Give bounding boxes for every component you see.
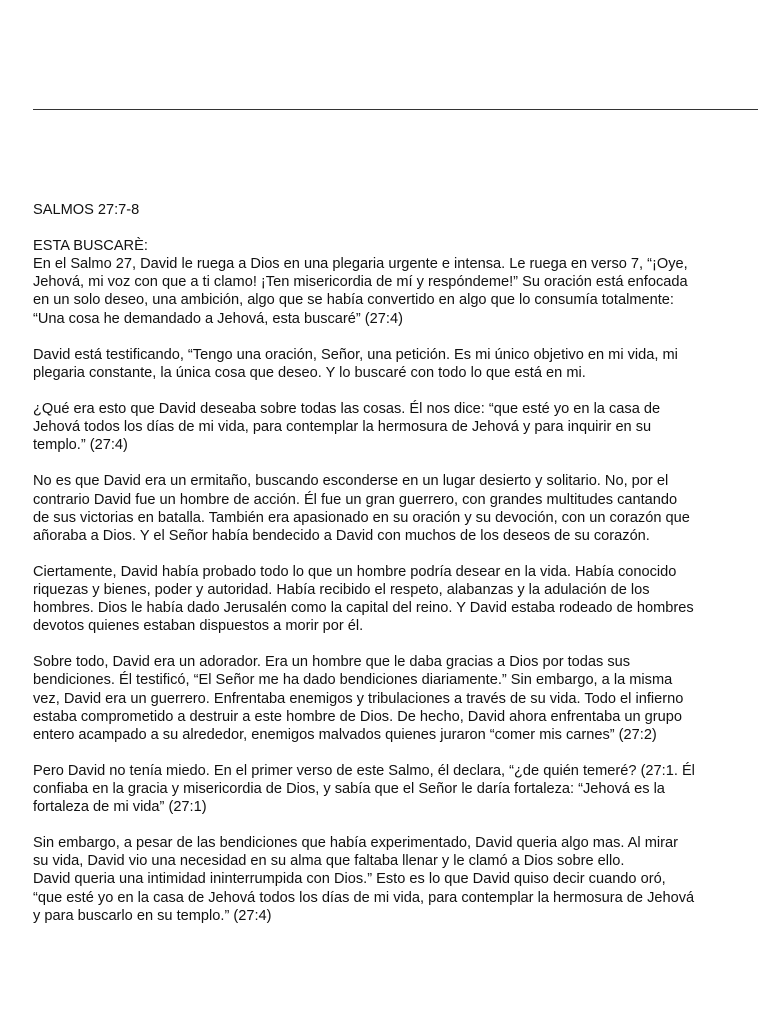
paragraph-line: en un solo deseo, una ambición, algo que se había convertido en algo que lo consumía totalmente: xyxy=(33,292,674,309)
paragraph-line: “Una cosa he demandado a Jehová, esta buscaré” (27:4) xyxy=(33,310,403,327)
paragraph xyxy=(33,834,745,924)
paragraph-line: Ciertamente, David había probado todo lo que un hombre podría desear en la vida. Había conocido xyxy=(33,563,677,580)
paragraph-line: David está testificando, “Tengo una oración, Señor, una petición. Es mi único objetivo en mi vida, mi xyxy=(33,346,678,363)
paragraph xyxy=(33,563,745,635)
paragraph-line: hombres. Dios le había dado Jerusalén como la capital del reino. Y David estaba rodeado de hombres xyxy=(33,600,694,617)
paragraph xyxy=(33,472,745,544)
paragraph-line: contrario David fue un hombre de acción. Él fue un gran guerrero, con grandes multitudes cantando xyxy=(33,491,678,508)
paragraph-line: plegaria constante, la única cosa que deseo. Y lo buscaré con todo lo que está en mi. xyxy=(33,364,586,381)
paragraph-line: devotos quienes estaban dispuestos a morir por él. xyxy=(33,618,364,635)
paragraph-list xyxy=(33,255,745,924)
paragraph xyxy=(33,400,745,454)
paragraph-line: David queria una intimidad ininterrumpida con Dios.” Esto es lo que David quiso decir cuando oró, xyxy=(33,871,666,888)
paragraph xyxy=(33,762,745,816)
paragraph-line: No es que David era un ermitaño, buscando esconderse en un lugar desierto y solitario. No, por el xyxy=(33,473,669,490)
paragraph-line: y para buscarlo en su templo.” (27:4) xyxy=(33,907,272,924)
paragraph-line: vez, David era un guerrero. Enfrentaba enemigos y tribulaciones a través de su vida. Todo el infierno xyxy=(33,690,684,707)
paragraph-line: entero acampado a su alrededor, enemigos malvados quienes juraron “comer mis carnes” (27:2) xyxy=(33,726,657,743)
paragraph-line: de sus victorias en batalla. También era apasionado en su oración y su devoción, con un corazón que xyxy=(33,509,690,526)
paragraph-line: estaba comprometido a destruir a este hombre de Dios. De hecho, David ahora enfrentaba un grupo xyxy=(33,708,682,725)
scripture-reference: SALMOS 27:7-8 xyxy=(33,202,140,218)
paragraph-line: confiaba en la gracia y misericordia de Dios, y sabía que el Señor le daría fortaleza: “Jehová es la xyxy=(33,781,665,797)
horizontal-rule xyxy=(33,109,758,110)
paragraph-line: “que esté yo en la casa de Jehová todos los días de mi vida, para contemplar la hermosura de Jehová xyxy=(33,889,695,906)
paragraph-line: Pero David no tenía miedo. En el primer verso de este Salmo, él declara, “¿de quién temeré? (27:1. Él xyxy=(33,762,695,779)
paragraph-line: bendiciones. Él testificó, “El Señor me ha dado bendiciones diariamente.” Sin embargo, a la misma xyxy=(33,672,673,689)
paragraph-line: ¿Qué era esto que David deseaba sobre todas las cosas. Él nos dice: “que esté yo en la casa de xyxy=(33,401,661,418)
paragraph-line: Sin embargo, a pesar de las bendiciones que había experimentado, David queria algo mas. Al mirar xyxy=(33,835,678,852)
paragraph xyxy=(33,346,745,382)
paragraph-line: Jehová, mi voz con que a ti clamo! ¡Ten misericordia de mí y respóndeme!” Su oración está enfocada xyxy=(33,274,688,291)
paragraph xyxy=(33,255,745,327)
paragraph-line: su vida, David vio una necesidad en su alma que faltaba llenar y le clamó a Dios sobre ello. xyxy=(33,853,625,870)
paragraph-line: fortaleza de mi vida” (27:1) xyxy=(33,799,207,816)
document-body xyxy=(33,201,745,943)
paragraph-line: riquezas y bienes, poder y autoridad. Había recibido el respeto, alabanzas y la adulación de los xyxy=(33,581,650,598)
paragraph-line: Sobre todo, David era un adorador. Era un hombre que le daba gracias a Dios por todas sus xyxy=(33,654,631,671)
paragraph-line: templo.” (27:4) xyxy=(33,437,128,454)
section-heading: ESTA BUSCARÈ: xyxy=(33,238,148,255)
paragraph-line: añoraba a Dios. Y el Señor había bendecido a David con muchos de los deseos de su corazón. xyxy=(33,527,650,544)
paragraph-line: Jehová todos los días de mi vida, para contemplar la hermosura de Jehová y para inquirir en su xyxy=(33,419,652,436)
paragraph xyxy=(33,653,745,743)
paragraph-line: En el Salmo 27, David le ruega a Dios en una plegaria urgente e intensa. Le ruega en verso 7, “¡Oye, xyxy=(33,256,688,273)
